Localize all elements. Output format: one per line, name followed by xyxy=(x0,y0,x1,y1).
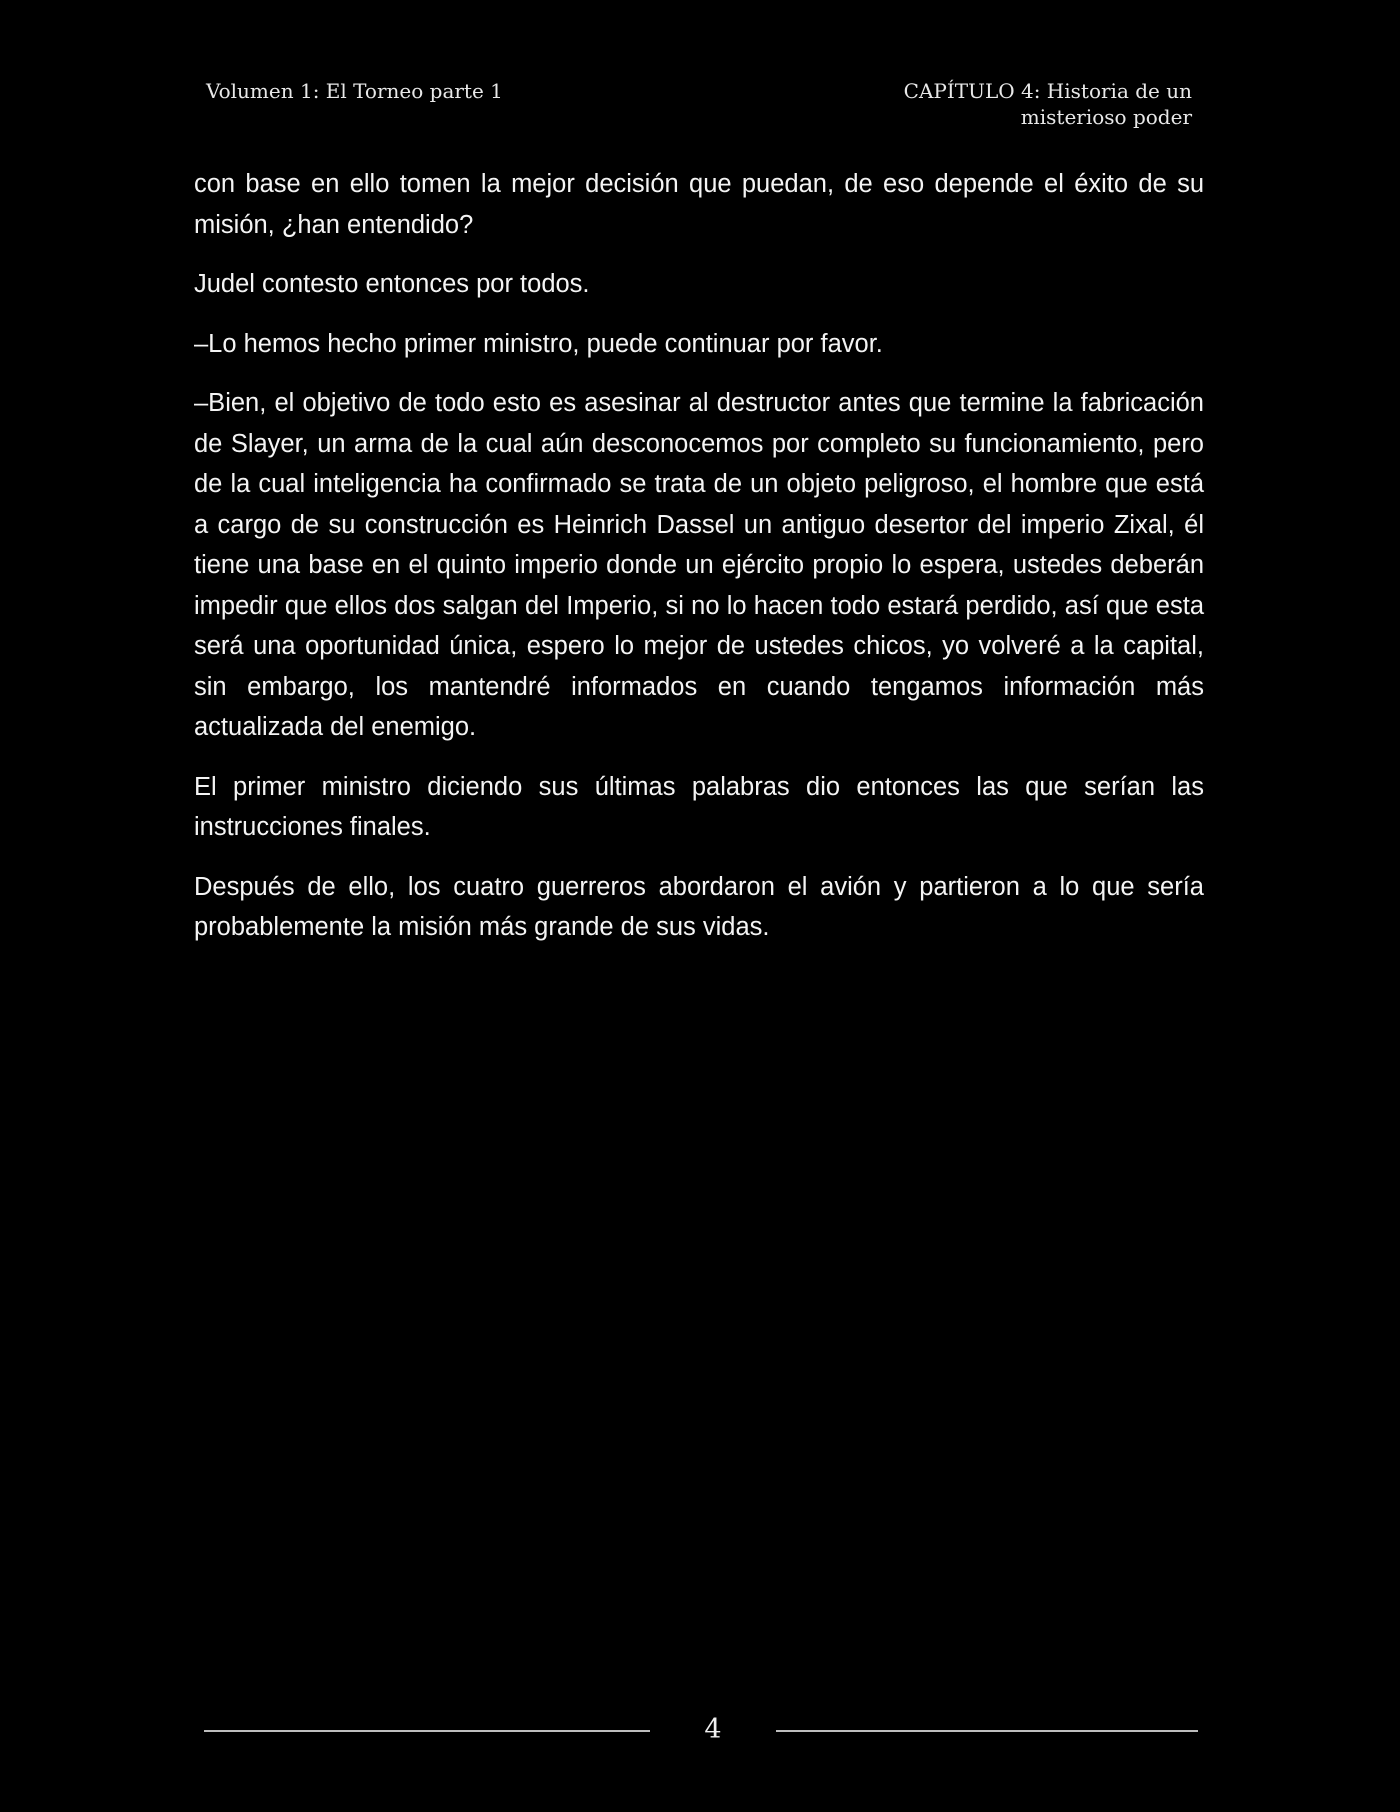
paragraph: Después de ello, los cuatro guerreros abordaron el avión y partieron a lo que sería probablemente la misión más grande de sus vidas. xyxy=(194,872,1204,941)
footer-divider-right xyxy=(776,1730,1198,1732)
running-header-chapter xyxy=(904,78,1192,130)
chapter-title-line-1: CAPÍTULO 4: Historia de un xyxy=(903,79,1192,103)
paragraph: El primer ministro diciendo sus últimas palabras dio entonces las que serían las instrucciones finales. xyxy=(194,772,1204,841)
page-number: 4 xyxy=(704,1714,722,1745)
chapter-title-line-2: misterioso poder xyxy=(1020,105,1192,129)
footer-divider-left xyxy=(204,1730,650,1732)
page-body xyxy=(194,164,1204,967)
paragraph: con base en ello tomen la mejor decisión que puedan, de eso depende el éxito de su misión, ¿han entendido? xyxy=(194,170,1204,239)
running-header-volume: Volumen 1: El Torneo parte 1 xyxy=(206,79,503,103)
paragraph: –Bien, el objetivo de todo esto es asesinar al destructor antes que termine la fabricación de Slayer, un arma de la cual aún desconocemos por completo su funcionamiento, pero de la cual inteligencia ha confirmado se trata de un objeto peligroso, el hombre que está a cargo de su construcción es Heinrich Dassel un antiguo desertor del imperio Zixal, él tiene una base en el quinto imperio donde un ejército propio lo espera, ustedes deberán impedir que ellos dos salgan del Imperio, si no lo hacen todo estará perdido, así que esta será una oportunidad única, espero lo mejor de ustedes chicos, yo volveré a la capital, sin embargo, los mantendré informados en cuando tengamos información más actualizada del enemigo. xyxy=(194,389,1204,741)
paragraph: –Lo hemos hecho primer ministro, puede continuar por favor. xyxy=(194,329,883,358)
paragraph: Judel contesto entonces por todos. xyxy=(194,270,590,298)
